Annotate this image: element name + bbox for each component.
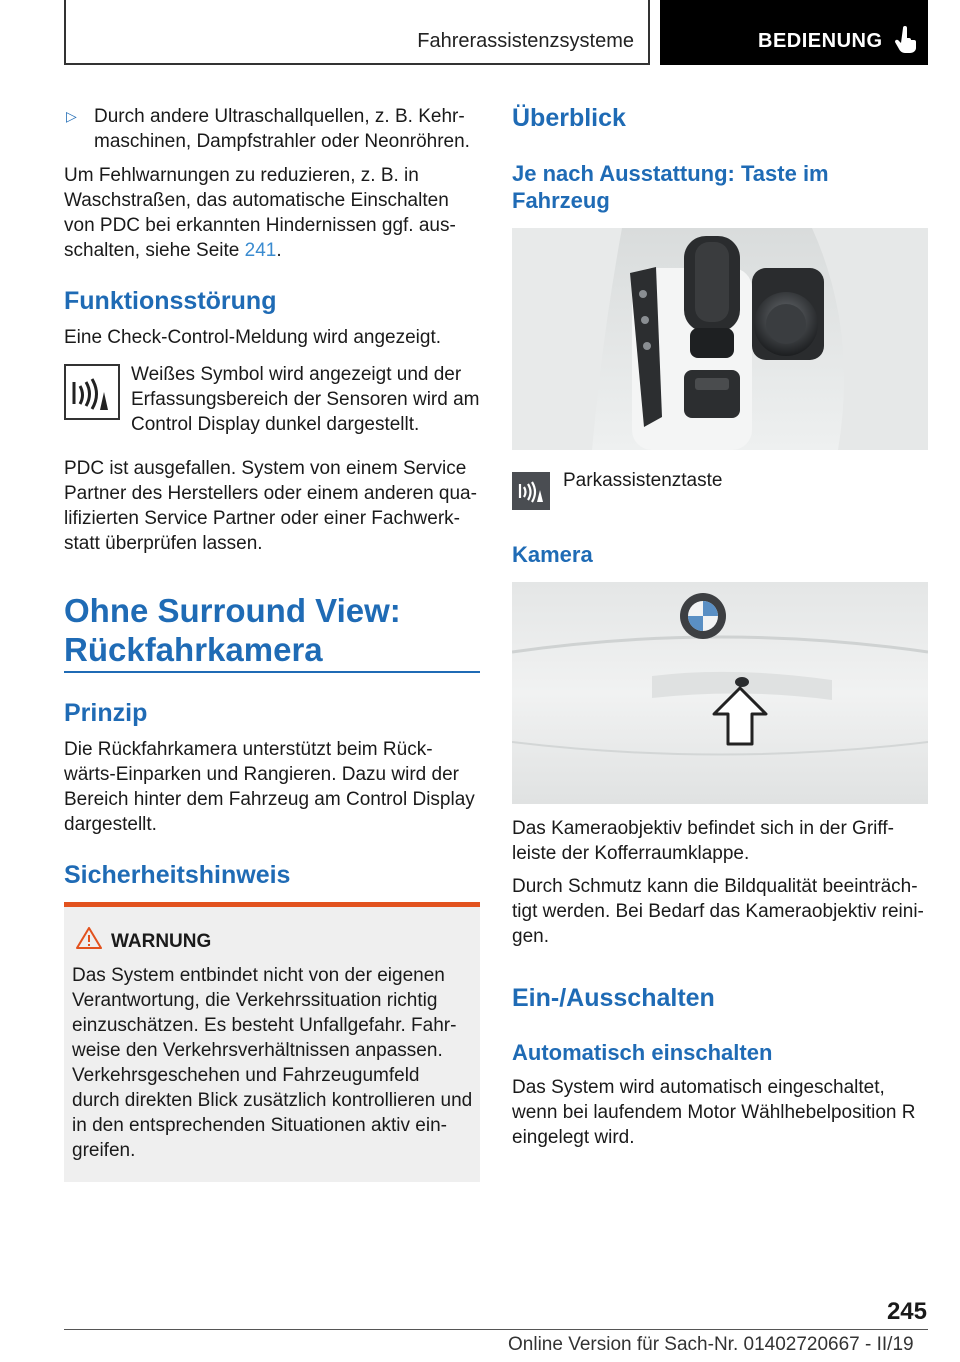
subheading-automatisch: Automatisch einschalten bbox=[512, 1040, 773, 1065]
header-section-frame bbox=[64, 0, 650, 65]
paragraph-line: PDC ist ausgefallen. System von einem Service bbox=[64, 458, 467, 479]
paragraph-line: dargestellt. bbox=[64, 814, 157, 835]
warning-line: einzuschätzen. Es besteht Unfallgefahr. Fahr- bbox=[72, 1015, 457, 1036]
center-console-photo bbox=[512, 228, 928, 450]
paragraph-line: leiste der Kofferraumklappe. bbox=[512, 843, 750, 864]
paragraph-line: lifizierten Service Partner oder einer Fachwerk- bbox=[64, 508, 460, 529]
subheading-taste: Fahrzeug bbox=[512, 188, 610, 213]
paragraph-line: Bereich hinter dem Fahrzeug am Control Display bbox=[64, 789, 475, 810]
heading-funktionsstoerung: Funktionsstörung bbox=[64, 287, 277, 315]
subheading-kamera: Kamera bbox=[512, 542, 593, 567]
heading-divider bbox=[64, 671, 480, 673]
page-reference-link[interactable]: 241 bbox=[244, 240, 277, 261]
chapter-heading-line: Rückfahrkamera bbox=[64, 631, 323, 668]
paragraph-line: statt überprüfen lassen. bbox=[64, 533, 263, 554]
paragraph-line: Partner des Herstellers oder einem anderen qua- bbox=[64, 483, 477, 504]
paragraph-line: gen. bbox=[512, 926, 549, 947]
warning-line: in den entsprechenden Situationen aktiv ein- bbox=[72, 1115, 447, 1136]
header-chapter-label: BEDIENUNG bbox=[758, 30, 883, 52]
heading-ein-ausschalten: Ein-/Ausschalten bbox=[512, 984, 715, 1012]
paragraph-line: Das System wird automatisch eingeschaltet, bbox=[512, 1077, 885, 1098]
bullet-line: Durch andere Ultraschallquellen, z. B. Kehr- bbox=[94, 106, 465, 127]
warning-line: Verantwortung, die Verkehrssituation richtig bbox=[72, 990, 438, 1011]
paragraph-line: Die Rückfahrkamera unterstützt beim Rück- bbox=[64, 739, 433, 760]
chapter-heading-line: Ohne Surround View: bbox=[64, 592, 401, 629]
warning-title: WARNUNG bbox=[111, 931, 212, 952]
heading-prinzip: Prinzip bbox=[64, 699, 148, 727]
footer-version-text: Online Version für Sach-Nr. 01402720667 - II/19 bbox=[508, 1334, 914, 1355]
parkassistenz-taste-symbol bbox=[512, 472, 550, 510]
symbol-description: Control Display dunkel dargestellt. bbox=[131, 414, 420, 435]
taste-caption: Parkassistenztaste bbox=[563, 470, 723, 491]
paragraph-line: Eine Check-Control-Meldung wird angezeigt. bbox=[64, 327, 442, 348]
header-chapter-tab bbox=[660, 0, 928, 65]
pointing-hand-icon bbox=[894, 26, 918, 54]
camera-location-photo bbox=[512, 582, 928, 804]
bullet-triangle-icon: ▷ bbox=[66, 108, 77, 124]
paragraph-line: eingelegt wird. bbox=[512, 1127, 635, 1148]
pdc-symbol-white bbox=[64, 364, 120, 420]
warning-triangle-icon bbox=[76, 927, 102, 949]
paragraph-text: . bbox=[276, 240, 282, 261]
paragraph-line: Durch Schmutz kann die Bildqualität beeinträch- bbox=[512, 876, 918, 897]
heading-sicherheitshinweis: Sicherheitshinweis bbox=[64, 861, 291, 889]
footer-divider bbox=[64, 1329, 928, 1330]
subheading-taste: Je nach Ausstattung: Taste im bbox=[512, 161, 829, 186]
paragraph-text: schalten, siehe Seite bbox=[64, 240, 245, 261]
parking-sensor-icon bbox=[66, 366, 118, 418]
warning-line: greifen. bbox=[72, 1140, 136, 1161]
paragraph-line bbox=[64, 238, 282, 263]
parking-assist-icon bbox=[514, 474, 548, 508]
paragraph-line: wärts-Einparken und Rangieren. Dazu wird der bbox=[64, 764, 459, 785]
heading-ueberblick: Überblick bbox=[512, 104, 626, 132]
warning-line: Das System entbindet nicht von der eigenen bbox=[72, 965, 445, 986]
paragraph-line: Um Fehlwarnungen zu reduzieren, z. B. in bbox=[64, 165, 419, 186]
paragraph-line: Das Kameraobjektiv befindet sich in der Griff- bbox=[512, 818, 894, 839]
symbol-description: Erfassungsbereich der Sensoren wird am bbox=[131, 389, 480, 410]
symbol-description: Weißes Symbol wird angezeigt und der bbox=[131, 364, 462, 385]
header-section-title: Fahrerassistenzsysteme bbox=[417, 30, 634, 52]
warning-line: durch direkten Blick zusätzlich kontrollieren und bbox=[72, 1090, 473, 1111]
bullet-line: maschinen, Dampfstrahler oder Neonröhren. bbox=[94, 131, 470, 152]
paragraph-line: wenn bei laufendem Motor Wählhebelposition R bbox=[512, 1102, 916, 1123]
warning-line: Verkehrsgeschehen und Fahrzeugumfeld bbox=[72, 1065, 420, 1086]
warning-line: weise den Verkehrsverhältnissen anpassen. bbox=[72, 1040, 443, 1061]
paragraph-line: tigt werden. Bei Bedarf das Kameraobjektiv reini- bbox=[512, 901, 924, 922]
page-number: 245 bbox=[886, 1298, 927, 1325]
paragraph-line: von PDC bei erkannten Hindernissen ggf. aus- bbox=[64, 215, 456, 236]
paragraph-line: Waschstraßen, das automatische Einschalten bbox=[64, 190, 449, 211]
